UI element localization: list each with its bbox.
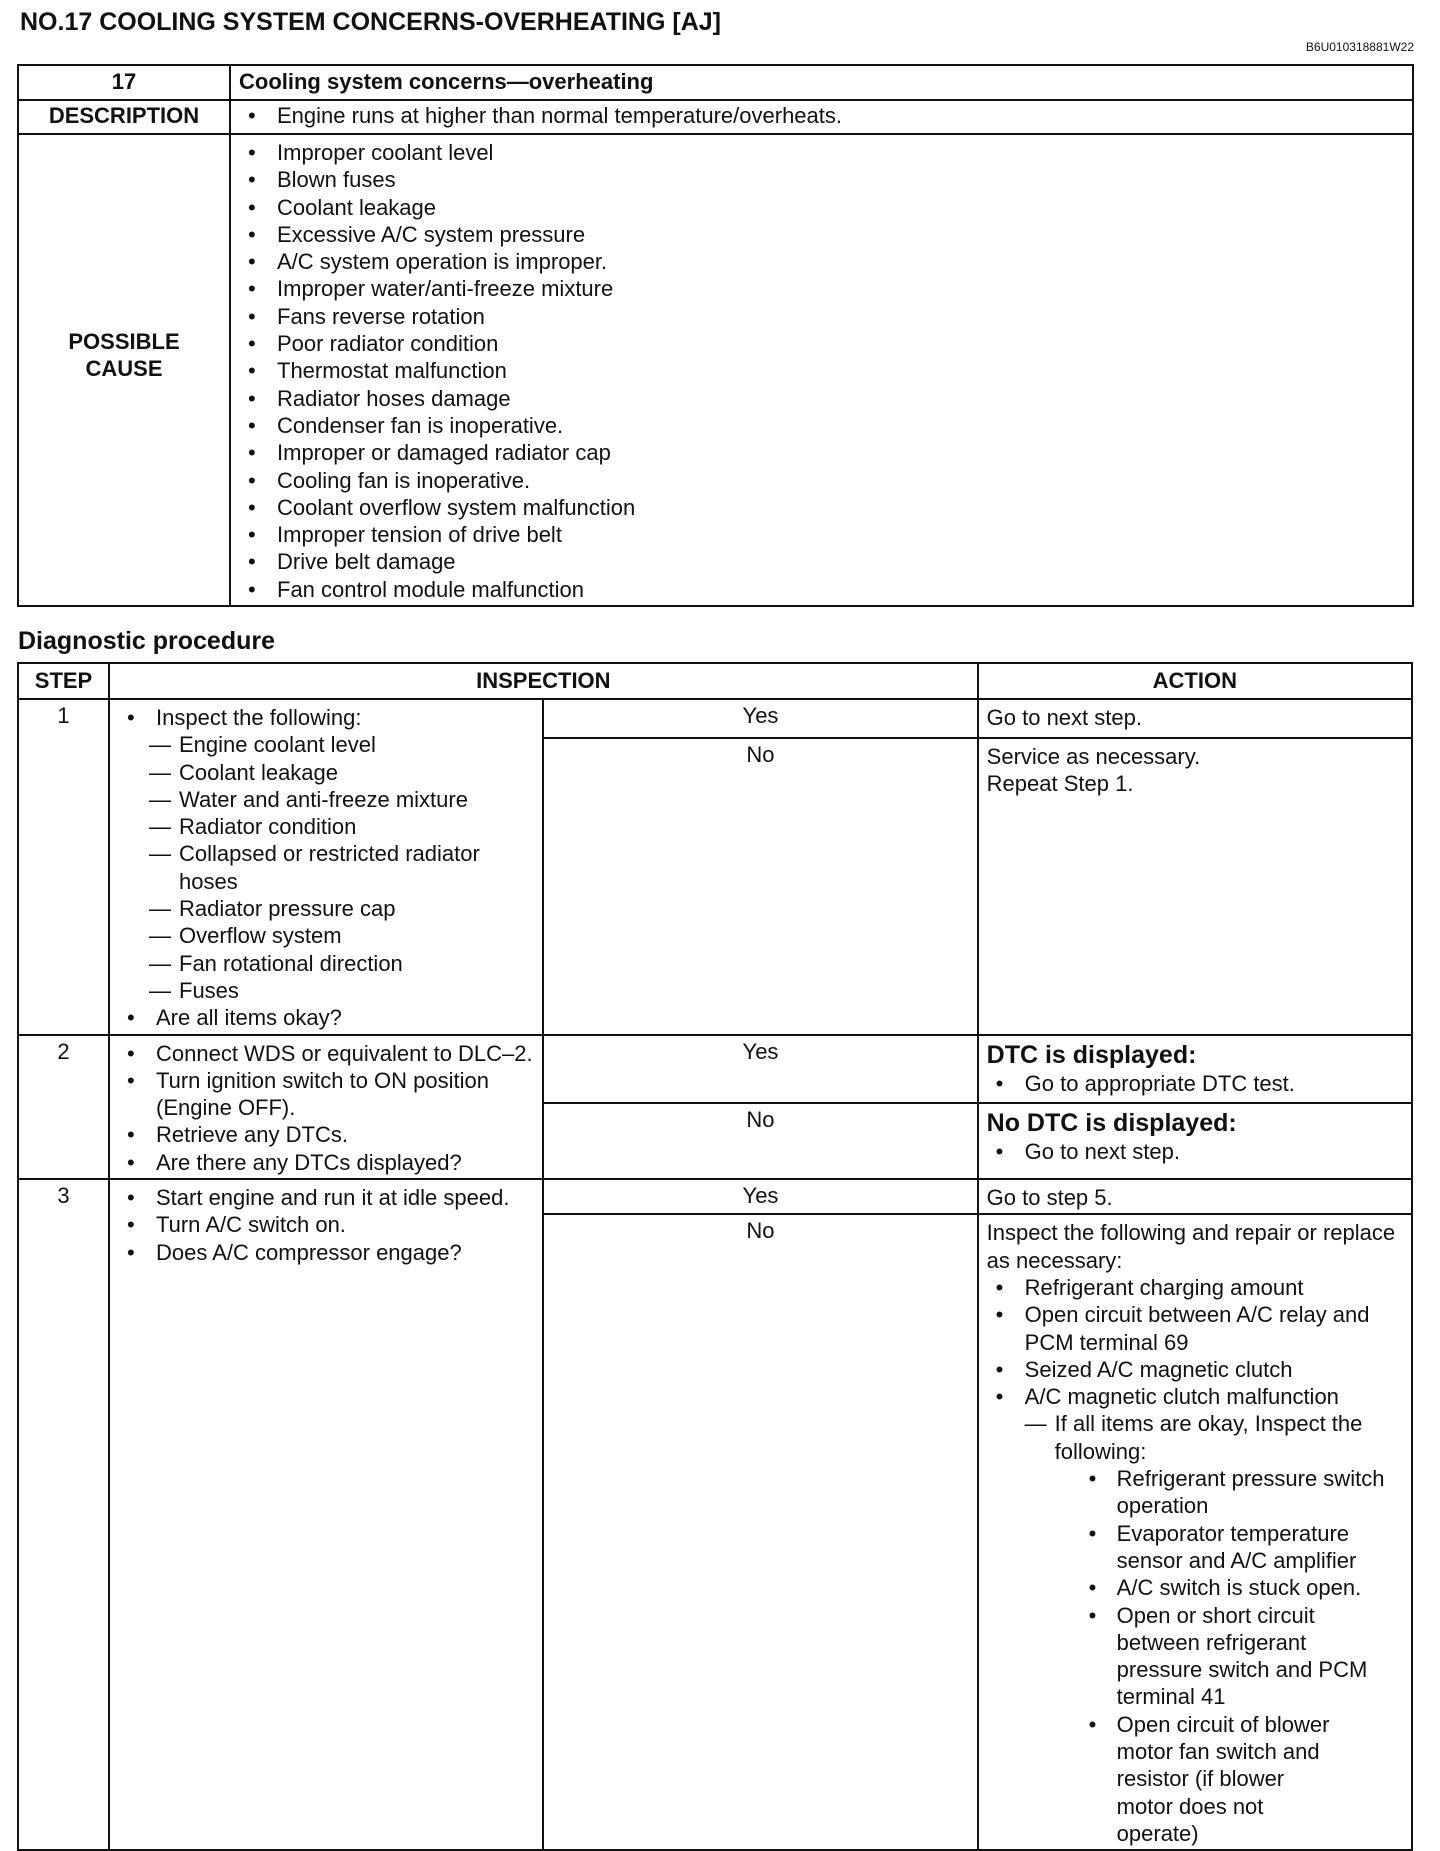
step-2-item: • Retrieve any DTCs. xyxy=(118,1121,536,1148)
step-1-question: • Are all items okay? xyxy=(118,1004,536,1031)
cause-item: • Poor radiator condition xyxy=(239,330,1404,357)
step-1-lead xyxy=(118,704,536,1004)
step-3-yes-action: Go to step 5. xyxy=(978,1179,1412,1214)
step-3-no-subitem: • Evaporator temperature sensor and A/C amplifier xyxy=(1085,1520,1403,1575)
cause-item: • Blown fuses xyxy=(239,166,1404,193)
step-1-item: — Engine coolant level xyxy=(149,731,536,758)
cause-item: • Improper or damaged radiator cap xyxy=(239,439,1404,466)
step-1-item: — Overflow system xyxy=(149,922,536,949)
step-3-no-subitem: • Open or short circuit between refrigerant pressure switch and PCM terminal 41 xyxy=(1085,1602,1403,1711)
step-3-item: • Turn A/C switch on. xyxy=(118,1211,536,1238)
possible-cause-label xyxy=(18,134,230,606)
step-3-no-subhead: If all items are okay, Inspect the following: xyxy=(1054,1411,1363,1464)
step-1-yes-row xyxy=(18,699,1412,738)
symptom-number: 17 xyxy=(18,65,230,100)
cause-item: • Improper water/anti-freeze mixture xyxy=(239,275,1404,302)
possible-cause-list xyxy=(239,139,1404,603)
step-3-number: 3 xyxy=(18,1179,109,1850)
cause-item: • Drive belt damage xyxy=(239,548,1404,575)
step-2-no-action xyxy=(978,1103,1412,1179)
step-1-item: — Water and anti-freeze mixture xyxy=(149,786,536,813)
step-3-no-item: • Refrigerant charging amount xyxy=(987,1274,1403,1301)
step-3-no-subitem: • A/C switch is stuck open. xyxy=(1085,1574,1403,1601)
cause-item: • Coolant leakage xyxy=(239,194,1404,221)
cause-item: • Radiator hoses damage xyxy=(239,385,1404,412)
step-1-no-action-line2: Repeat Step 1. xyxy=(986,770,1134,796)
description-text: • Engine runs at higher than normal temperature/overheats. xyxy=(239,102,1404,129)
step-2-yes-action xyxy=(978,1035,1412,1104)
step-3-no-subgroup xyxy=(1025,1410,1403,1847)
step-3-item: • Does A/C compressor engage? xyxy=(118,1239,536,1266)
possible-cause-label-line1: POSSIBLE xyxy=(68,329,180,355)
diagnostic-table xyxy=(17,662,1413,1851)
step-1-yes-action: Go to next step. xyxy=(978,699,1412,738)
step-2-no-label: No xyxy=(543,1103,977,1179)
step-1-item: — Fan rotational direction xyxy=(149,950,536,977)
step-3-yes-label: Yes xyxy=(543,1179,977,1214)
step-1-number: 1 xyxy=(18,699,109,1035)
step-1-yes-label: Yes xyxy=(543,699,977,738)
step-1-no-action-line1: Service as necessary. xyxy=(986,743,1201,769)
page-title: NO.17 COOLING SYSTEM CONCERNS-OVERHEATING [AJ] xyxy=(20,8,721,36)
cause-item: • Coolant overflow system malfunction xyxy=(239,494,1404,521)
cause-item: • Improper tension of drive belt xyxy=(239,521,1404,548)
cause-item: • Cooling fan is inoperative. xyxy=(239,467,1404,494)
step-3-no-action xyxy=(978,1214,1412,1850)
step-3-no-lead: Inspect the following and repair or replace as necessary: xyxy=(986,1220,1396,1273)
step-column-header: STEP xyxy=(18,663,109,699)
step-2-inspection xyxy=(109,1035,543,1179)
cause-item: • Thermostat malfunction xyxy=(239,357,1404,384)
step-2-yes-item: • Go to appropriate DTC test. xyxy=(987,1070,1403,1097)
cause-item: • Fan control module malfunction xyxy=(239,576,1404,603)
cause-item: • Fans reverse rotation xyxy=(239,303,1404,330)
diagnostic-header-row xyxy=(18,663,1412,699)
step-2-no-item: • Go to next step. xyxy=(987,1138,1403,1165)
step-1-lead-text: Inspect the following: xyxy=(156,705,362,730)
cause-item: • Excessive A/C system pressure xyxy=(239,221,1404,248)
step-1-item: — Radiator condition xyxy=(149,813,536,840)
description-row xyxy=(18,100,1413,134)
step-1-no-label: No xyxy=(543,738,977,1035)
step-2-item: • Connect WDS or equivalent to DLC–2. xyxy=(118,1040,536,1067)
symptom-name: Cooling system concerns—overheating xyxy=(230,65,1413,100)
possible-cause-label-line2: CAUSE xyxy=(85,356,163,382)
step-3-item: • Start engine and run it at idle speed. xyxy=(118,1184,536,1211)
action-column-header: ACTION xyxy=(978,663,1412,699)
step-3-no-item: • A/C magnetic clutch malfunction xyxy=(987,1383,1403,1410)
step-3-no-subitem: • Refrigerant pressure switch operation xyxy=(1085,1465,1403,1520)
step-2-number: 2 xyxy=(18,1035,109,1179)
step-3-yes-row xyxy=(18,1179,1412,1214)
step-1-item: — Fuses xyxy=(149,977,536,1004)
description-label: DESCRIPTION xyxy=(18,100,230,134)
step-2-no-heading: No DTC is displayed: xyxy=(986,1109,1237,1138)
cause-item: • A/C system operation is improper. xyxy=(239,248,1404,275)
step-3-no-item: • Open circuit between A/C relay and PCM terminal 69 xyxy=(987,1301,1403,1356)
step-3-no-label: No xyxy=(543,1214,977,1850)
cause-item: • Improper coolant level xyxy=(239,139,1404,166)
diagnostic-procedure-title: Diagnostic procedure xyxy=(18,627,275,655)
step-1-item: — Radiator pressure cap xyxy=(149,895,536,922)
symptom-header-row xyxy=(18,65,1413,100)
cause-item: • Condenser fan is inoperative. xyxy=(239,412,1404,439)
step-1-no-action xyxy=(978,738,1412,1035)
document-code: B6U010318881W22 xyxy=(1305,40,1414,54)
step-3-no-item: • Seized A/C magnetic clutch xyxy=(987,1356,1403,1383)
step-3-no-subitem: • Open circuit of blower motor fan switch and resistor (if blower motor does not operate) xyxy=(1085,1711,1403,1847)
step-2-yes-row xyxy=(18,1035,1412,1104)
step-2-yes-label: Yes xyxy=(543,1035,977,1104)
step-1-item: — Collapsed or restricted radiator hoses xyxy=(149,840,536,895)
step-1-inspection xyxy=(109,699,543,1035)
description-cell xyxy=(230,100,1413,134)
possible-cause-row xyxy=(18,134,1413,606)
step-1-item: — Coolant leakage xyxy=(149,759,536,786)
possible-cause-list-cell xyxy=(230,134,1413,606)
inspection-column-header: INSPECTION xyxy=(109,663,978,699)
step-2-item: • Turn ignition switch to ON position (Engine OFF). xyxy=(118,1067,536,1122)
symptom-table xyxy=(17,64,1414,607)
step-2-yes-heading: DTC is displayed: xyxy=(986,1040,1197,1069)
step-3-inspection xyxy=(109,1179,543,1850)
step-2-item: • Are there any DTCs displayed? xyxy=(118,1149,536,1176)
